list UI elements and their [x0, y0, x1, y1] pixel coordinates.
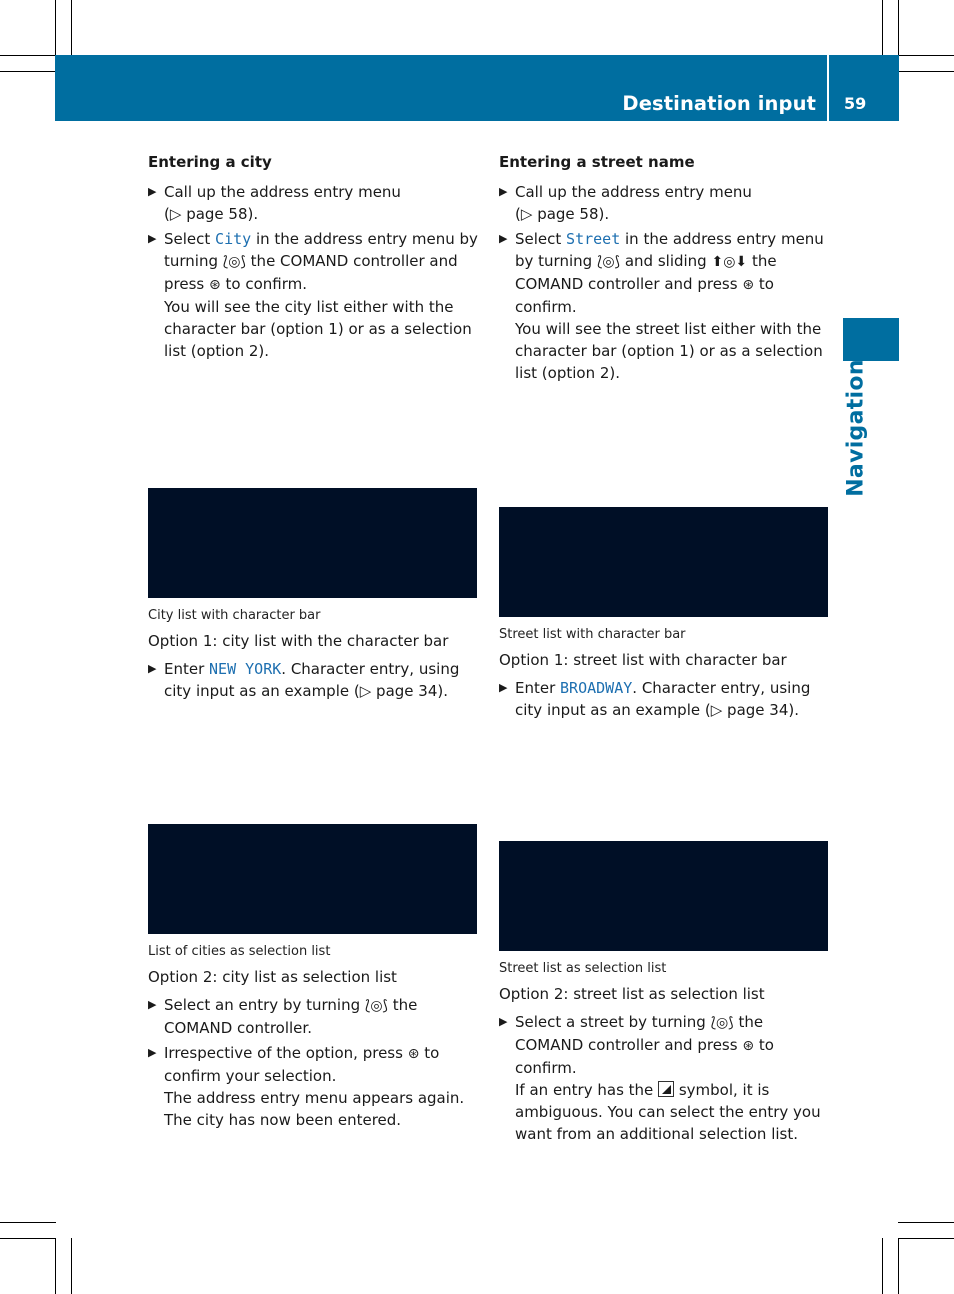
step-text: the COMAND controller and press	[515, 252, 777, 293]
step-text: . Character entry, using city input as an example (	[164, 660, 460, 700]
caption-city-character-bar: City list with character bar	[148, 608, 321, 623]
turn-controller-icon: ⟅◎⟆	[222, 254, 246, 270]
section-header	[55, 55, 899, 121]
crop-mark	[898, 55, 954, 56]
page-ref[interactable]: page 58).	[537, 205, 610, 223]
step-call-menu: ▶ Call up the address entry menu (▷ page 58).	[499, 183, 752, 223]
step-text: in the address entry menu by turning	[515, 230, 824, 270]
step-text: Select	[515, 230, 567, 248]
caption-street-character-bar: Street list with character bar	[499, 627, 686, 642]
street-value: BROADWAY	[560, 679, 633, 697]
crop-mark	[882, 1238, 883, 1294]
crop-mark	[898, 71, 954, 72]
option1-label: Option 1: street list with character bar	[499, 651, 787, 669]
step-text: in the address entry menu by turning	[164, 230, 478, 270]
step-text: Call up the address entry menu	[164, 183, 401, 201]
page-number: 59	[844, 94, 867, 113]
step-confirm-selection	[148, 1042, 480, 1131]
step-note: The address entry menu appears again. The city has now been entered.	[164, 1089, 465, 1129]
step-call-menu: ▶ Call up the address entry menu (▷ page 58).	[148, 183, 401, 223]
caption-city-selection-list: List of cities as selection list	[148, 944, 331, 959]
screenshot-street-character-bar	[499, 507, 828, 617]
slide-controller-icon: ⬆◎⬇	[711, 254, 748, 270]
step-select-street-entry	[499, 1011, 831, 1145]
step-text: Enter	[515, 679, 561, 697]
crop-mark	[55, 0, 56, 56]
heading-entering-street: Entering a street name	[499, 153, 695, 171]
page-ref[interactable]: page 34).	[727, 701, 799, 719]
crop-mark	[898, 1222, 954, 1223]
step-arrow-icon: ▶	[499, 681, 508, 694]
step-text: Select	[164, 230, 216, 248]
step-arrow-icon: ▶	[499, 232, 508, 245]
left-column	[148, 151, 480, 1134]
press-controller-icon: ⊛	[407, 1046, 420, 1062]
step-arrow-icon: ▶	[148, 662, 157, 675]
step-text: and sliding	[620, 252, 712, 270]
heading-entering-city: Entering a city	[148, 153, 272, 171]
crop-mark	[71, 1238, 72, 1294]
press-controller-icon: ⊛	[209, 277, 221, 293]
chapter-label-text: Navigation	[843, 359, 869, 497]
page-ref-icon: ▷	[520, 205, 533, 223]
step-arrow-icon: ▶	[148, 185, 157, 198]
step-text: to confirm your selection.	[164, 1044, 440, 1085]
page-ref[interactable]: page 34).	[376, 682, 448, 700]
step-note: You will see the street list either with the character bar (option 1) or as a selection list (option 2).	[515, 320, 823, 382]
crop-mark	[55, 1238, 56, 1294]
turn-controller-icon: ⟅◎⟆	[596, 254, 621, 270]
step-text: Irrespective of the option, press	[164, 1044, 408, 1062]
turn-controller-icon: ⟅◎⟆	[364, 998, 389, 1014]
screenshot-city-selection-list	[148, 824, 477, 934]
chapter-label	[841, 359, 871, 497]
section-title: Destination input	[622, 92, 816, 115]
step-text: Enter	[164, 660, 210, 678]
screenshot-city-character-bar	[148, 488, 477, 598]
step-text: . Character entry, using city input as an example (	[515, 679, 811, 719]
crop-mark	[898, 0, 899, 56]
step-enter-street	[499, 677, 831, 721]
screenshot-street-selection-list	[499, 841, 828, 951]
step-select-entry	[148, 994, 480, 1039]
step-note: You will see the city list either with the character bar (option 1) or as a selection list (option 2).	[164, 298, 472, 360]
crop-mark	[0, 71, 56, 72]
menu-item-street: Street	[566, 230, 621, 248]
step-arrow-icon: ▶	[148, 998, 157, 1011]
crop-mark	[71, 0, 72, 56]
page-ref-icon: ▷	[359, 682, 372, 700]
crop-mark	[0, 55, 56, 56]
step-text: Select an entry by turning	[164, 996, 365, 1014]
press-controller-icon: ⊛	[742, 1038, 755, 1054]
option2-label: Option 2: street list as selection list	[499, 985, 765, 1003]
step-text: to confirm.	[515, 275, 774, 316]
step-arrow-icon: ▶	[148, 1046, 157, 1059]
step-enter-city	[148, 658, 480, 702]
caption-street-selection-list: Street list as selection list	[499, 961, 667, 976]
page-ref[interactable]: page 58).	[186, 205, 259, 223]
step-arrow-icon: ▶	[499, 185, 508, 198]
crop-mark	[898, 1238, 954, 1239]
city-value: NEW YORK	[209, 660, 282, 678]
option2-label: Option 2: city list as selection list	[148, 968, 397, 986]
crop-mark	[0, 1238, 56, 1239]
header-divider	[827, 55, 829, 121]
step-note: If an entry has the	[515, 1081, 659, 1099]
step-text: to confirm.	[220, 275, 307, 293]
step-select-city	[148, 228, 480, 362]
step-text: Select a street by turning	[515, 1013, 711, 1031]
step-text: the COMAND controller and press	[164, 252, 458, 293]
menu-item-city: City	[215, 230, 252, 248]
step-text: the COMAND controller.	[164, 996, 418, 1037]
step-text: to confirm.	[515, 1036, 774, 1077]
step-text: the COMAND controller and press	[515, 1013, 764, 1054]
page-ref-icon: ▷	[710, 701, 723, 719]
turn-controller-icon: ⟅◎⟆	[710, 1015, 734, 1031]
option1-label: Option 1: city list with the character bar	[148, 632, 449, 650]
ambiguous-symbol-icon	[658, 1081, 674, 1097]
step-arrow-icon: ▶	[499, 1015, 508, 1028]
press-controller-icon: ⊛	[742, 277, 755, 293]
page-ref-icon: ▷	[169, 205, 182, 223]
step-note: symbol, it is ambiguous. You can select the entry you want from an additional selection list.	[515, 1081, 821, 1143]
crop-mark	[882, 0, 883, 56]
right-column	[499, 151, 831, 1148]
step-text: Call up the address entry menu	[515, 183, 752, 201]
step-select-street	[499, 228, 831, 384]
chapter-tab	[843, 318, 899, 361]
step-arrow-icon: ▶	[148, 232, 157, 245]
crop-mark	[0, 1222, 56, 1223]
crop-mark	[898, 1238, 899, 1294]
